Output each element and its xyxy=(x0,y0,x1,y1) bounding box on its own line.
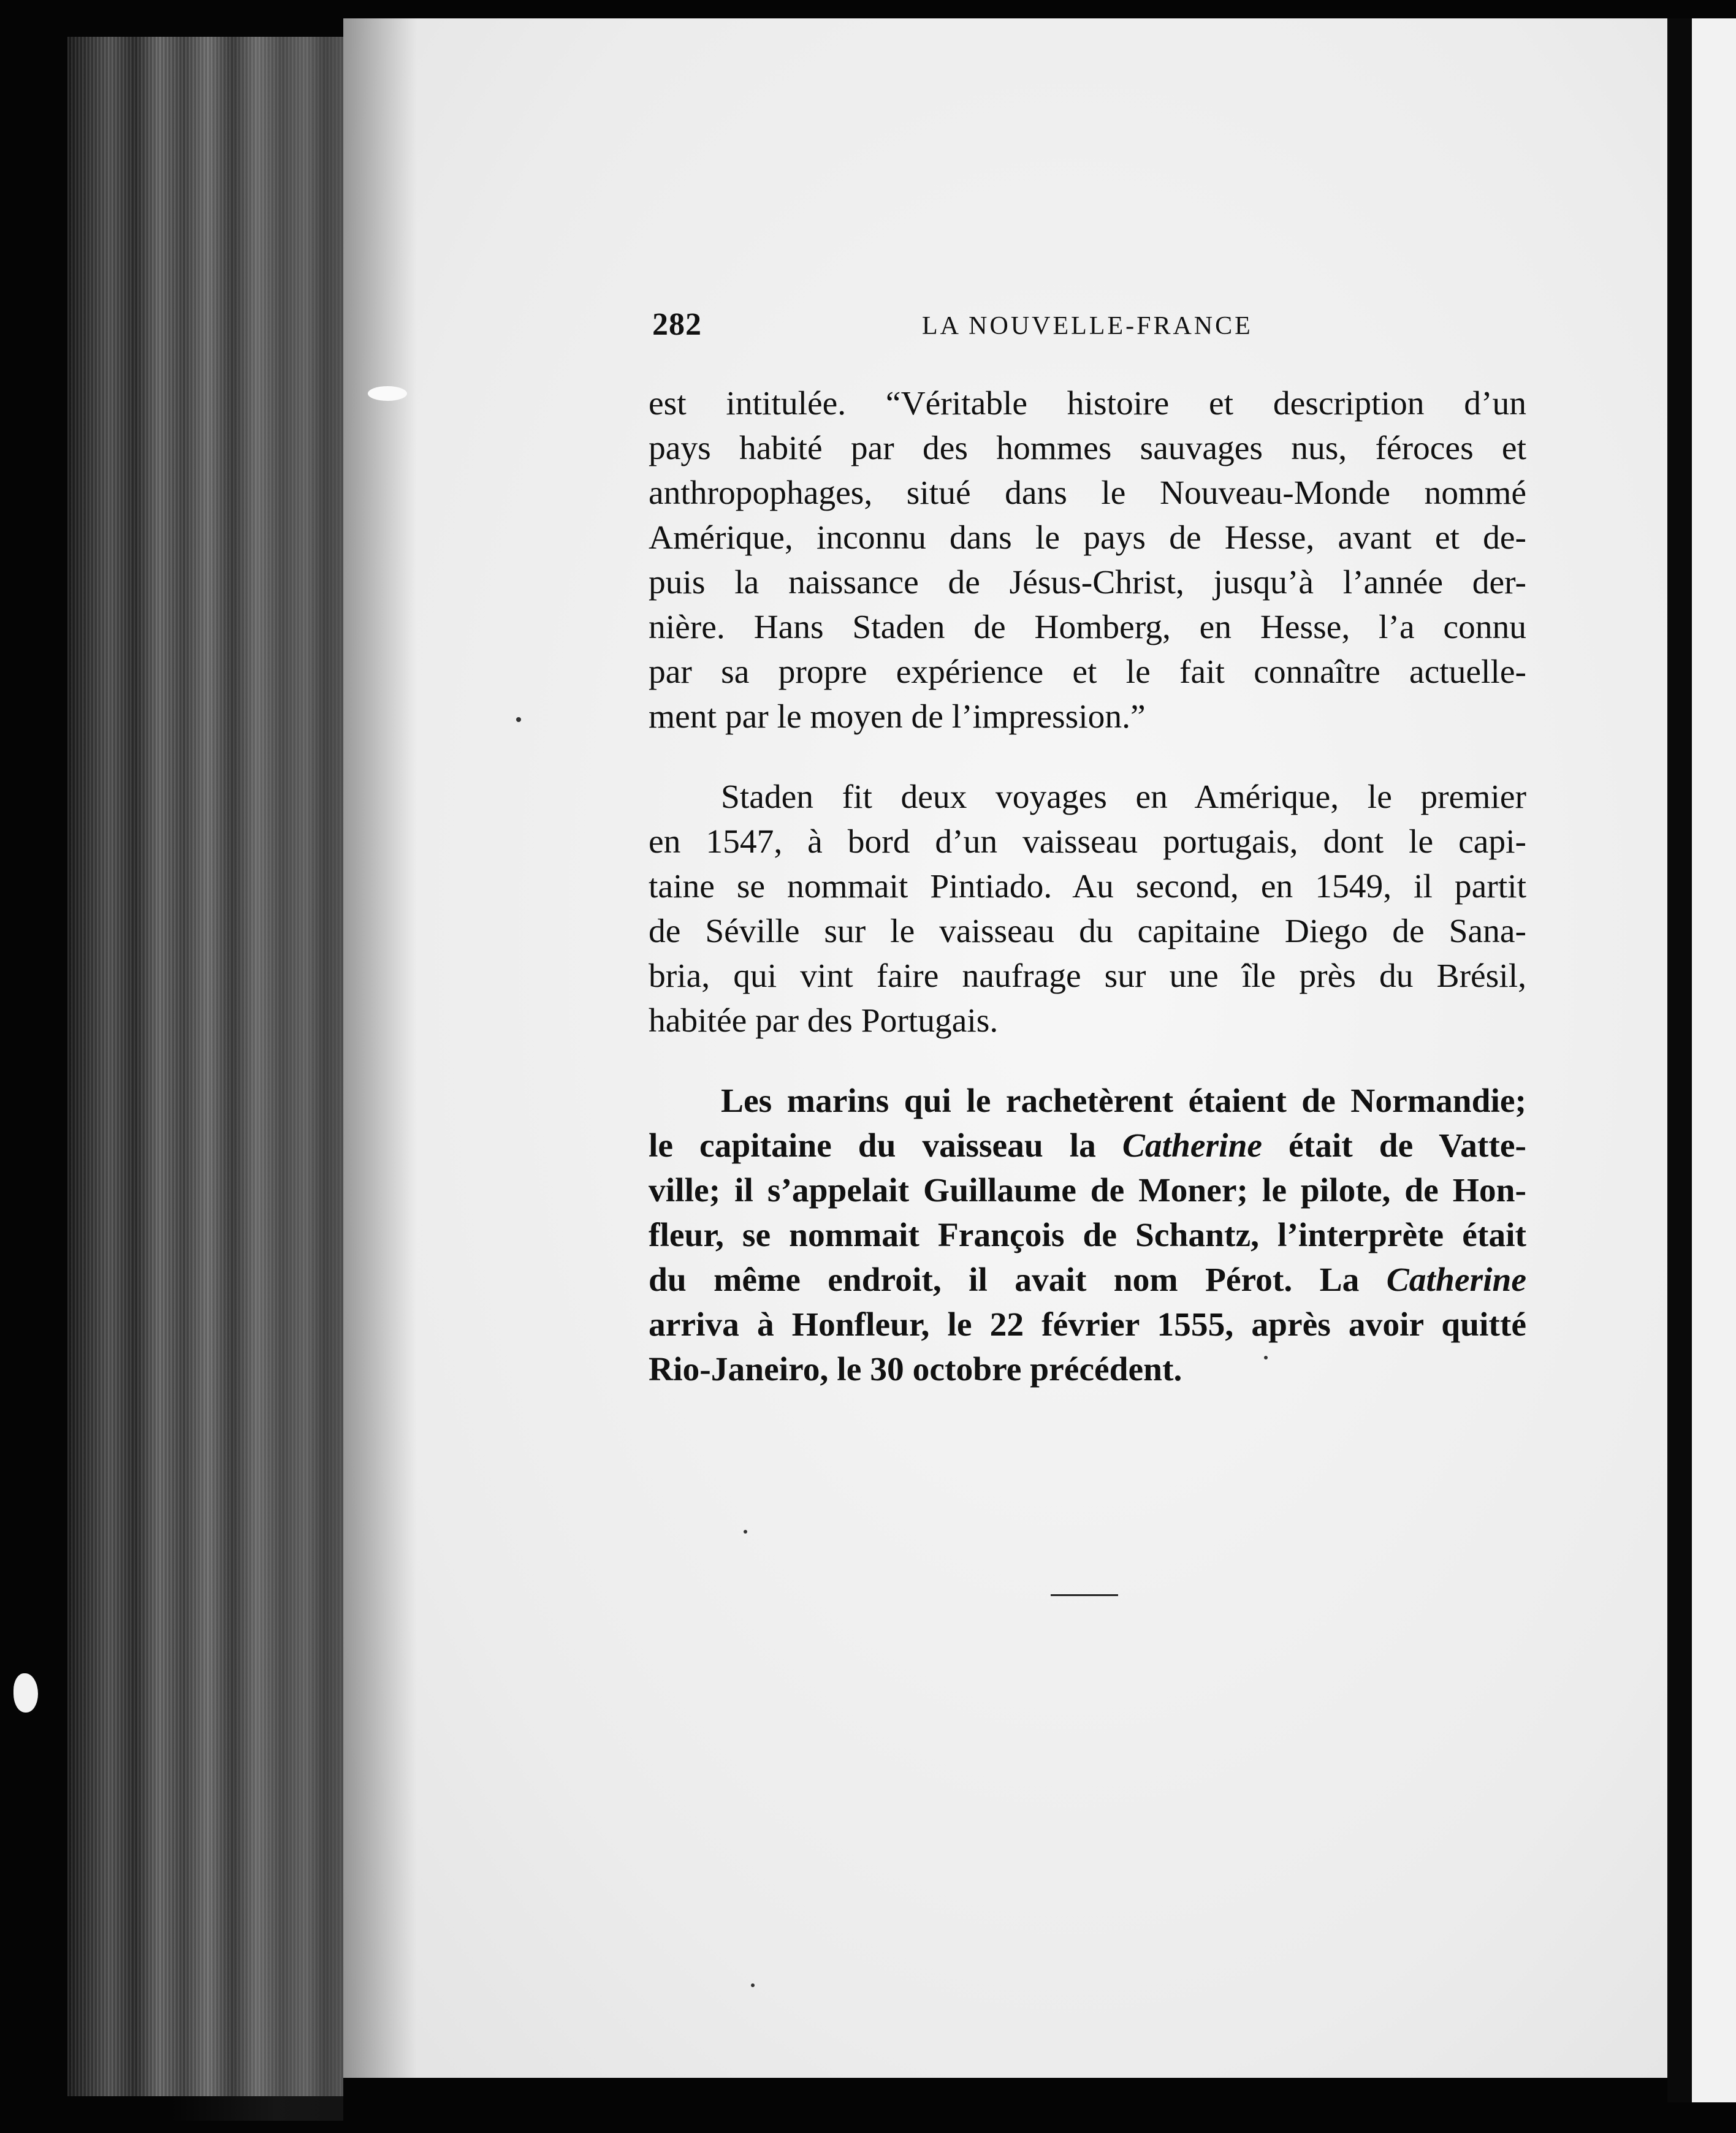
end-rule xyxy=(1051,1594,1118,1596)
text-line: fleur, se nommait François de Schantz, l’interprète était xyxy=(649,1217,1526,1254)
text-line: puis la naissance de Jésus-Christ, jusqu’à l’année der- xyxy=(649,564,1526,601)
body-text xyxy=(649,381,1526,1392)
page-header xyxy=(652,306,1302,356)
text-line: ville; il s’appelait Guillaume de Moner; le pilote, de Hon- xyxy=(649,1172,1526,1209)
right-edge-next-page xyxy=(1692,18,1736,2102)
text-line: est intitulée. “Véritable histoire et description d’un xyxy=(649,385,1526,422)
scan-speck xyxy=(1264,1356,1268,1359)
text-line: en 1547, à bord d’un vaisseau portugais, dont le capi- xyxy=(649,823,1526,861)
text-line: nière. Hans Staden de Homberg, en Hesse, l’a connu xyxy=(649,609,1526,646)
scan-speck xyxy=(516,717,521,722)
scan-speck xyxy=(744,1530,747,1534)
right-edge-dark xyxy=(1667,18,1692,2102)
text-line: Les marins qui le rachetèrent étaient de Normandie; xyxy=(721,1082,1526,1120)
paragraph-1 xyxy=(649,381,1526,739)
text-line: le capitaine du vaisseau la Catherine était de Vatte- xyxy=(649,1127,1526,1165)
scan-speck xyxy=(751,1983,755,1987)
page-number: 282 xyxy=(652,307,702,342)
text-line: de Séville sur le vaisseau du capitaine Diego de Sana- xyxy=(649,913,1526,950)
running-head: LA NOUVELLE-FRANCE xyxy=(922,312,1253,340)
text-line: habitée par des Portugais. xyxy=(649,1002,999,1040)
margin-blot xyxy=(368,386,407,401)
gutter-shadow xyxy=(343,18,417,2078)
text-line: anthropophages, situé dans le Nouveau-Monde nommé xyxy=(649,474,1526,512)
text-line: Amérique, inconnu dans le pays de Hesse, avant et de- xyxy=(649,519,1526,557)
paragraph-2 xyxy=(649,775,1526,1043)
text-line: taine se nommait Pintiado. Au second, en 1549, il partit xyxy=(649,868,1526,905)
text-line: du même endroit, il avait nom Pérot. La Catherine xyxy=(649,1261,1526,1299)
text-line: ment par le moyen de l’impression.” xyxy=(649,698,1146,736)
text-line: arriva à Honfleur, le 22 février 1555, après avoir quitté xyxy=(649,1306,1526,1344)
text-line: Rio-Janeiro, le 30 octobre précédent. xyxy=(649,1351,1182,1388)
text-line: Staden fit deux voyages en Amérique, le premier xyxy=(721,778,1526,816)
margin-blot xyxy=(13,1673,38,1713)
text-line: pays habité par des hommes sauvages nus, féroces et xyxy=(649,430,1526,467)
text-line: bria, qui vint faire naufrage sur une île près du Brésil, xyxy=(649,957,1526,995)
paragraph-3 xyxy=(649,1079,1526,1392)
book-binding-shadow xyxy=(172,37,343,2121)
text-line: par sa propre expérience et le fait connaître actuelle- xyxy=(649,653,1526,691)
